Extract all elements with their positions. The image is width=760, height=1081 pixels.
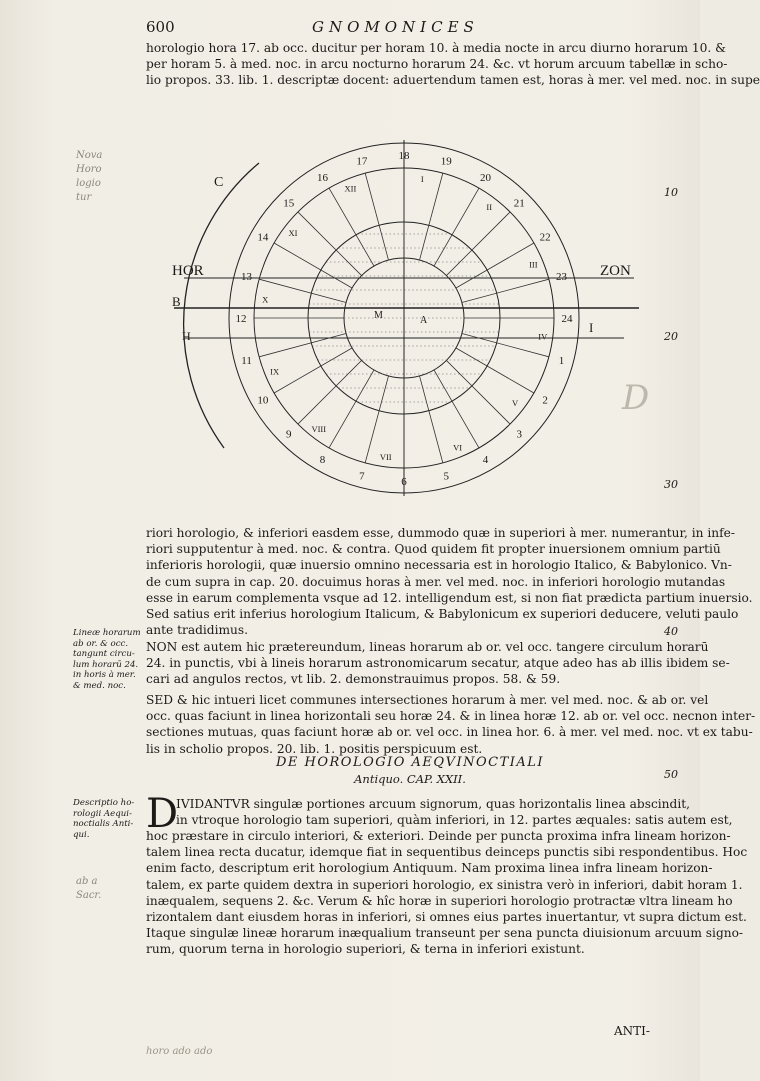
outer-arc bbox=[184, 163, 259, 448]
outer-hour-label: 10 bbox=[257, 394, 269, 407]
paragraph-top bbox=[146, 40, 760, 89]
outer-hour-label: 18 bbox=[398, 150, 410, 162]
hour-line bbox=[298, 360, 362, 424]
roman-hour-label: VII bbox=[379, 451, 392, 462]
text-line: esse in earum complementa vsque ad 12. intelligendum est, si non fiat prædicta partium inuersio. bbox=[146, 590, 753, 605]
text-line: SED & hic intueri licet communes intersectiones horarum à mer. vel med. noc. & ab or. vel bbox=[146, 693, 709, 707]
margin-note-lines bbox=[73, 628, 145, 691]
margin-note-line: & med. noc. bbox=[73, 680, 126, 691]
outer-hour-label: 17 bbox=[356, 155, 368, 168]
catchword: ANTI- bbox=[614, 1024, 650, 1038]
hour-line bbox=[462, 279, 549, 302]
bleed-through-text: tur bbox=[76, 192, 92, 203]
text-line: lis in scholio propos. 20. lib. 1. positis perspicuum est. bbox=[146, 741, 483, 756]
outer-hour-label: 13 bbox=[241, 270, 253, 283]
outer-hour-label: 24 bbox=[561, 313, 573, 325]
outer-hour-label: 8 bbox=[319, 454, 326, 467]
roman-hour-label: IV bbox=[538, 331, 548, 342]
label-h: H bbox=[182, 329, 191, 343]
paragraph-sed bbox=[146, 692, 756, 757]
text-line: cari ad angulos rectos, vt lib. 2. demonstrauimus propos. 58. & 59. bbox=[146, 672, 561, 687]
roman-hour-label: VIII bbox=[311, 424, 327, 435]
text-line: inæqualem, sequens 2. &c. Verum & hîc horæ in superiori horologio protractæ vltra lineam ho bbox=[146, 893, 733, 908]
outer-hour-label: 21 bbox=[513, 197, 525, 210]
margin-note-line: tangunt circu- bbox=[73, 649, 135, 659]
text-line: inferioris horologii, quæ inuersio omnino necessaria est in horologio Italico, & Babylonico. Vn- bbox=[146, 558, 732, 573]
outer-hour-label: 22 bbox=[539, 231, 551, 244]
hour-line bbox=[298, 212, 362, 276]
margin-note-line: ab or. & occ. bbox=[73, 638, 129, 649]
outer-hour-label: 6 bbox=[401, 476, 407, 488]
hour-line bbox=[329, 370, 374, 448]
hour-line bbox=[462, 334, 549, 357]
outer-hour-label: 3 bbox=[516, 428, 523, 441]
margin-note-description bbox=[73, 798, 145, 840]
outer-hour-label: 15 bbox=[283, 197, 295, 210]
text-line: sectiones mutuas, quas faciunt horæ ab or. vel occ. in linea hor. 6. à mer. vel med. noc. vt ex tabu- bbox=[146, 725, 753, 740]
text-line: talem linea recta ducatur, idemque fiat in sequentibus deinceps punctis sibi respondentibus. Hoc bbox=[146, 845, 748, 860]
outer-hour-label: 4 bbox=[482, 454, 489, 467]
margin-note-line: Lineæ horarum bbox=[73, 628, 141, 638]
outer-hour-label: 5 bbox=[443, 470, 449, 483]
text-line: 24. in punctis, vbi à lineis horarum astronomicarum secatur, atque adeo has ab illis ibidem se- bbox=[146, 656, 730, 671]
outer-hour-label: 20 bbox=[480, 171, 491, 184]
outer-hour-label: 16 bbox=[317, 171, 328, 184]
text-line: in vtroque horologio tam superiori, quàm inferiori, in 12. partes æquales: satis autem est, bbox=[176, 813, 733, 828]
text-line: enim facto, descriptum erit horologium Antiquum. Nam proxima linea infra lineam horizon- bbox=[146, 861, 713, 876]
text-line: occ. quas faciunt in linea horizontali seu horæ 24. & in linea horæ 12. ab or. vel occ. necnon inter- bbox=[146, 709, 756, 724]
margin-note-line: rologii Aequi- bbox=[73, 808, 132, 819]
text-line: IVIDANTVR singulæ portiones arcuum signorum, quas horizontalis linea abscindit, bbox=[176, 797, 690, 811]
hour-line bbox=[274, 348, 352, 393]
label-hor: HOR bbox=[172, 263, 204, 279]
hour-line bbox=[329, 188, 374, 266]
margin-note-line: Descriptio ho- bbox=[73, 798, 135, 808]
roman-hour-label: III bbox=[529, 259, 538, 270]
hour-line bbox=[446, 360, 510, 424]
margin-note-line: noctialis Anti- bbox=[73, 819, 134, 829]
outer-hour-label: 7 bbox=[359, 470, 365, 483]
roman-hour-label: VI bbox=[453, 442, 463, 453]
roman-hour-label: XII bbox=[344, 183, 357, 194]
hour-line bbox=[420, 376, 443, 463]
text-line: de cum supra in cap. 20. docuimus horas à mer. vel med. noc. in inferiori horologio mutandas bbox=[146, 574, 726, 589]
line-number-50: 50 bbox=[664, 768, 678, 781]
outer-hour-label: 2 bbox=[542, 394, 548, 407]
label-a: A bbox=[420, 315, 428, 326]
roman-hour-label: X bbox=[262, 294, 269, 305]
paragraph-chapter-first bbox=[176, 796, 733, 828]
bleed-through-text: ab a bbox=[76, 876, 98, 887]
hour-line bbox=[420, 173, 443, 260]
text-line: Itaque singulæ lineæ horarum inæqualium transeunt per sena puncta diuisionum arcuum signo- bbox=[146, 926, 744, 941]
text-line: riori horologio, & inferiori easdem esse, dummodo quæ in superiori à mer. numerantur, in infe- bbox=[146, 526, 735, 540]
text-line: lio propos. 33. lib. 1. descriptæ docent: aduertendum tamen est, horas à mer. vel med. noc. in supe bbox=[146, 73, 760, 88]
text-line: horologio hora 17. ab occ. ducitur per horam 10. à media nocte in arcu diurno horarum 10. & bbox=[146, 41, 727, 55]
bleed-through-text: logio bbox=[76, 178, 101, 189]
margin-note-line: qui. bbox=[73, 829, 90, 840]
paragraph-chapter-rest bbox=[146, 828, 748, 958]
text-line: Sed satius erit inferius horologium Italicum, & Babylonicum ex superiori deducere, veluti paulo bbox=[146, 607, 739, 622]
drop-capital: D bbox=[146, 791, 179, 837]
text-line: ante tradidimus. bbox=[146, 623, 249, 638]
label-i: I bbox=[589, 320, 594, 335]
hour-line bbox=[434, 188, 479, 266]
text-line: talem, ex parte quidem dextra in superiori horologio, ex sinistra verò in inferiori, dabit horam 1. bbox=[146, 877, 743, 892]
line-number-40: 40 bbox=[664, 625, 678, 638]
hour-line bbox=[259, 334, 346, 357]
label-zon: ZON bbox=[600, 263, 631, 279]
text-line: hoc præstare in circulo interiori, & exteriori. Deinde per puncta proxima infra lineam horizon- bbox=[146, 829, 731, 843]
page-number: 600 bbox=[146, 18, 175, 36]
label-c: C bbox=[214, 175, 224, 190]
bleed-through-text: D bbox=[622, 378, 650, 418]
text-line: NON est autem hic prætereundum, lineas horarum ab or. vel occ. tangere circulum horarū bbox=[146, 640, 709, 654]
roman-hour-label: XI bbox=[288, 227, 298, 238]
label-b: B bbox=[172, 294, 181, 309]
roman-hour-label: II bbox=[486, 201, 493, 212]
outer-hour-label: 1 bbox=[558, 355, 565, 368]
outer-hour-label: 12 bbox=[235, 313, 247, 325]
margin-note-line: in horis à mer. bbox=[73, 670, 136, 680]
line-number-20: 20 bbox=[664, 330, 678, 343]
hour-line bbox=[365, 376, 388, 463]
outer-hour-label: 23 bbox=[555, 270, 567, 283]
hour-line bbox=[259, 279, 346, 302]
chapter-subtitle: Antiquo. CAP. XXII. bbox=[354, 772, 466, 786]
paragraph-non bbox=[146, 639, 730, 688]
hour-line bbox=[434, 370, 479, 448]
hour-line bbox=[365, 173, 388, 260]
text-line: riori supputentur à med. noc. & contra. Quod quidem fit propter inuersionem omnium partiū bbox=[146, 542, 721, 557]
text-line: rizontalem dant eiusdem horas in inferiori, si omnes eius partes inuertantur, vt supra dictum est. bbox=[146, 910, 747, 925]
roman-hour-label: V bbox=[511, 398, 519, 409]
roman-hour-label: I bbox=[420, 174, 424, 185]
roman-hour-label: IX bbox=[270, 366, 280, 377]
hour-line bbox=[456, 243, 534, 288]
text-line: per horam 5. à med. noc. in arcu nocturno horarum 24. &c. vt horum arcuum tabellæ in scho- bbox=[146, 57, 728, 72]
line-number-30: 30 bbox=[664, 478, 678, 491]
hour-line bbox=[456, 348, 534, 393]
outer-hour-label: 19 bbox=[440, 155, 452, 168]
outer-hour-label: 11 bbox=[241, 355, 252, 368]
hour-line bbox=[446, 212, 510, 276]
line-number-10: 10 bbox=[664, 186, 678, 199]
outer-hour-label: 14 bbox=[257, 231, 269, 244]
hour-line bbox=[274, 243, 352, 288]
outer-hour-label: 9 bbox=[285, 428, 292, 441]
bleed-through-text: Nova bbox=[76, 150, 103, 161]
text-line: rum, quorum terna in horologio superiori, & terna in inferiori existunt. bbox=[146, 942, 585, 957]
margin-note-line: lum horarū 24. bbox=[73, 659, 139, 670]
bleed-through-text: Sacr. bbox=[76, 890, 102, 901]
chapter-title: DE HOROLOGIO AEQVINOCTIALI bbox=[275, 755, 545, 770]
bleed-through-text: Horo bbox=[76, 164, 102, 175]
label-m: M bbox=[374, 310, 383, 321]
running-title: GNOMONICES bbox=[312, 18, 479, 36]
horologium-figure bbox=[164, 118, 654, 504]
bleed-through-text: horo ado ado bbox=[146, 1046, 213, 1057]
